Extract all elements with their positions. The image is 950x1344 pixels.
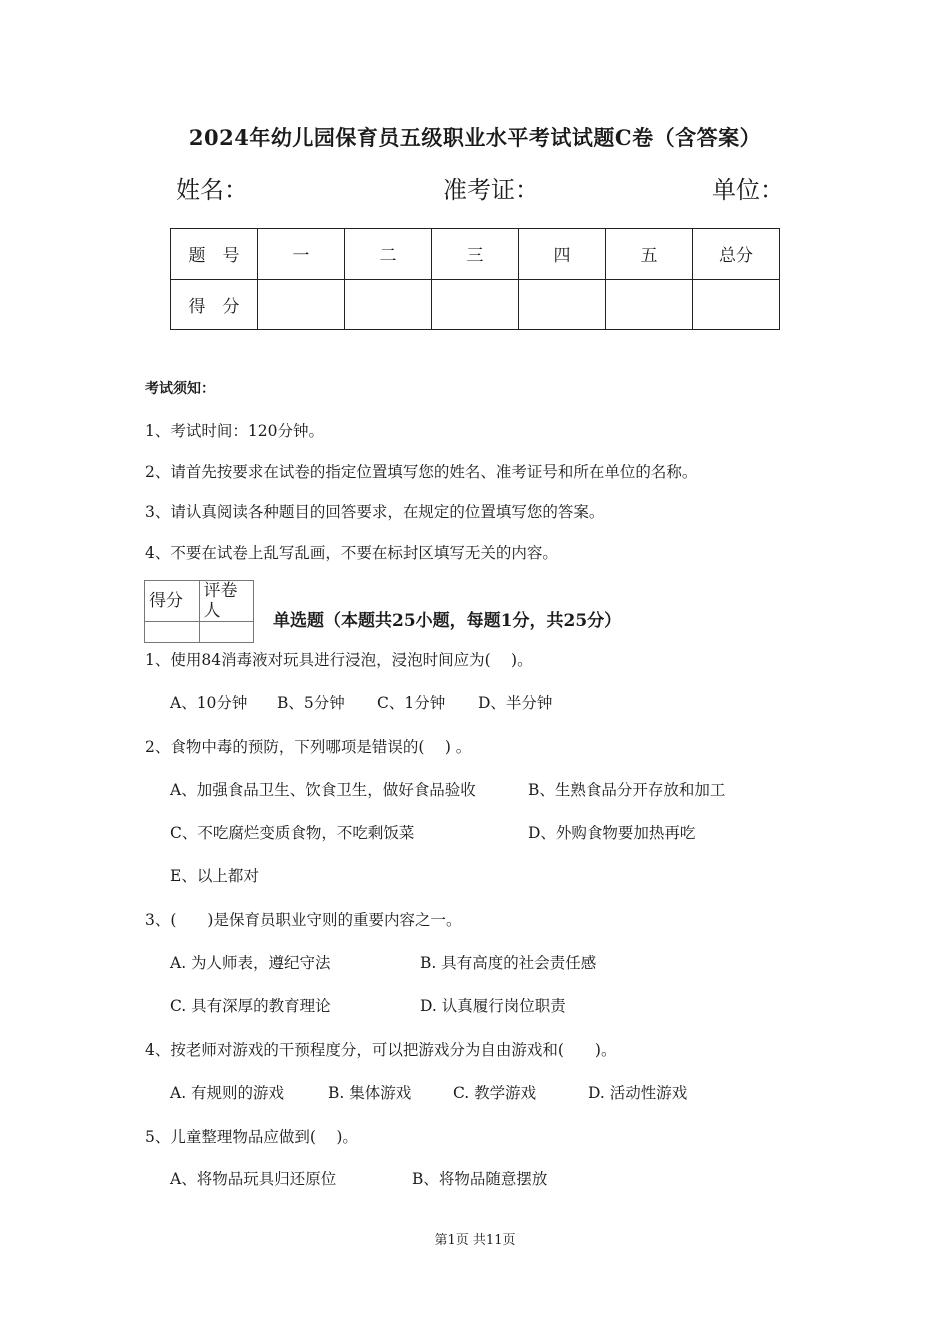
- header-cell-total: 总分: [693, 229, 780, 280]
- q2-option-e: E、以上都对: [170, 867, 259, 885]
- q4-option-c: C. 教学游戏: [453, 1084, 537, 1102]
- q4-option-a: A. 有规则的游戏: [170, 1084, 285, 1102]
- score-table-header-row: [171, 229, 780, 280]
- document-title: 2024年幼儿园保育员五级职业水平考试试题C卷（含答案）: [188, 125, 762, 150]
- page-footer: 第1页 共11页: [434, 1233, 516, 1248]
- header-cell-1: 一: [258, 229, 345, 280]
- q2-option-a: A、加强食品卫生、饮食卫生，做好食品验收: [170, 781, 476, 799]
- score-cell[interactable]: [606, 279, 693, 330]
- header-cell-4: 四: [519, 229, 606, 280]
- grader-name-label: 评卷人: [199, 581, 254, 622]
- q5-option-b: B、将物品随意摆放: [412, 1170, 548, 1188]
- header-cell-label: 题 号: [171, 229, 258, 280]
- q3-option-b: B. 具有高度的社会责任感: [420, 954, 597, 972]
- score-cell[interactable]: [519, 279, 606, 330]
- notice-heading: 考试须知：: [145, 381, 215, 397]
- q3-option-a: A. 为人师表，遵纪守法: [170, 954, 331, 972]
- question-2: 2、食物中毒的预防，下列哪项是错误的( ) 。: [145, 738, 472, 756]
- question-5: 5、儿童整理物品应做到( )。: [145, 1128, 358, 1146]
- question-1: 1、使用84消毒液对玩具进行浸泡，浸泡时间应为( )。: [145, 651, 533, 669]
- q3-option-d: D. 认真履行岗位职责: [420, 997, 566, 1015]
- header-cell-3: 三: [432, 229, 519, 280]
- q1-option-c: C、1分钟: [377, 694, 446, 712]
- score-cell[interactable]: [432, 279, 519, 330]
- grader-box: [144, 580, 254, 643]
- grader-name-cell[interactable]: [199, 622, 254, 643]
- q1-option-d: D、半分钟: [478, 694, 553, 712]
- q1-option-b: B、5分钟: [277, 694, 345, 712]
- unit-field-label: 单位：: [712, 176, 784, 204]
- notice-item: 4、不要在试卷上乱写乱画，不要在标封区填写无关的内容。: [145, 544, 558, 562]
- question-4: 4、按老师对游戏的干预程度分，可以把游戏分为自由游戏和( )。: [145, 1041, 617, 1059]
- q3-option-c: C. 具有深厚的教育理论: [170, 997, 331, 1015]
- score-cell[interactable]: [345, 279, 432, 330]
- q2-option-c: C、不吃腐烂变质食物，不吃剩饭菜: [170, 824, 415, 842]
- q4-option-d: D. 活动性游戏: [588, 1084, 688, 1102]
- score-table: [170, 228, 780, 330]
- q2-option-d: D、外购食物要加热再吃: [528, 824, 696, 842]
- notice-item: 3、请认真阅读各种题目的回答要求，在规定的位置填写您的答案。: [145, 503, 605, 521]
- name-field-label: 姓名：: [176, 176, 248, 204]
- score-table-score-row: [171, 279, 780, 330]
- score-row-label: 得 分: [171, 279, 258, 330]
- q4-option-b: B. 集体游戏: [328, 1084, 412, 1102]
- grader-score-label: 得分: [145, 581, 200, 622]
- q1-option-a: A、10分钟: [170, 694, 248, 712]
- score-cell[interactable]: [693, 279, 780, 330]
- header-cell-2: 二: [345, 229, 432, 280]
- notice-item: 2、请首先按要求在试卷的指定位置填写您的姓名、准考证号和所在单位的名称。: [145, 463, 698, 481]
- q5-option-a: A、将物品玩具归还原位: [170, 1170, 337, 1188]
- notice-item: 1、考试时间：120分钟。: [145, 422, 324, 440]
- section-title: 单选题（本题共25小题，每题1分，共25分）: [273, 611, 622, 631]
- grader-score-cell[interactable]: [145, 622, 200, 643]
- score-cell[interactable]: [258, 279, 345, 330]
- header-cell-5: 五: [606, 229, 693, 280]
- q2-option-b: B、生熟食品分开存放和加工: [528, 781, 726, 799]
- question-3: 3、( )是保育员职业守则的重要内容之一。: [145, 911, 462, 929]
- exam-id-field-label: 准考证：: [443, 176, 539, 204]
